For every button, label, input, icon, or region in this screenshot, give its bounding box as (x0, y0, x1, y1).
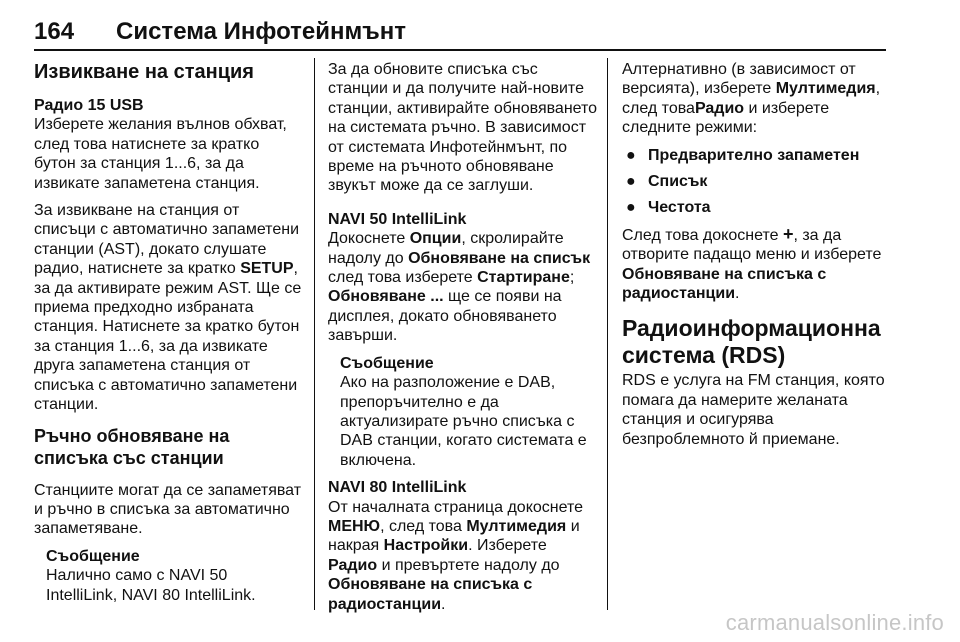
column-divider-1 (314, 58, 315, 610)
subheading-navi50: NAVI 50 IntelliLink (328, 210, 467, 228)
column-3 (622, 60, 892, 457)
paragraph: Алтернативно (в зависимост от версията), изберете Мултимедия, след товаРадио и изберете следните режими: (622, 61, 881, 137)
paragraph: Станциите могат да се запаметяват и ръчно в списъка за автоматично запаметяване. (34, 481, 302, 538)
list-item: ● Честота (626, 199, 711, 217)
paragraph: Докоснете Опции, скролирайте надолу до Обновяване на списък след това изберете Стартиране; Обновяване ... ще се появи на дисплея, докато обновяването завърши. (328, 230, 591, 345)
bullet-icon: ● (626, 173, 636, 191)
bullet-icon: ● (626, 146, 636, 164)
header-divider (34, 49, 886, 51)
column-2 (328, 60, 600, 622)
bullet-icon: ● (626, 199, 636, 217)
mode-list (622, 146, 892, 218)
paragraph: RDS е услуга на FM станция, която помага да намерите желаната станция и осигурява безпроблемното й приемане. (622, 372, 885, 448)
paragraph: За да обновите списъка със станции и да получите най-новите станции, активирайте обновяването на системата ръчно. В зависимост от системата Инфотейнмънт, по време на ръчното обновяване звукът може да се заглуши. (328, 61, 598, 195)
section-heading-manual-update: Ръчно обновяване на списъка със станции (34, 425, 230, 468)
plus-icon: + (782, 223, 794, 244)
page-header (34, 18, 890, 50)
note-text: Налично само с NAVI 50 IntelliLink, NAVI 80 IntelliLink. (46, 567, 256, 604)
note-block (46, 547, 302, 605)
chapter-title: Система Инфотейнмънт (116, 18, 407, 45)
paragraph: След това докоснете +, за да отворите падащо меню и изберете Обновяване на списъка с радиостанции. (622, 223, 882, 303)
note-title: Съобщение (46, 547, 140, 565)
column-1 (34, 60, 302, 613)
subheading-navi80: NAVI 80 IntelliLink (328, 479, 467, 497)
list-item: ● Предварително запаметен (626, 146, 860, 164)
note-text: Ако на разположение е DAB, препоръчително е да актуализирате ръчно списъка с DAB станции, когато системата е включена. (340, 374, 587, 469)
setup-term: SETUP (240, 260, 294, 278)
paragraph: От началната страница докоснете МЕНЮ, след това Мултимедия и накрая Настройки. Изберете Радио и превъртете надолу до Обновяване на списъка с радиостанции. (328, 498, 584, 613)
section-heading-retrieve: Извикване на станция (34, 61, 254, 83)
section-heading-rds: Радиоинформационна система (RDS) (622, 315, 881, 369)
site-watermark: carmanualsonline.info (725, 610, 944, 635)
page-number: 164 (34, 18, 75, 45)
note-title: Съобщение (340, 354, 434, 372)
column-divider-2 (607, 58, 608, 610)
note-block (340, 354, 600, 470)
paragraph: За извикване на станция от списъци с автоматично запаметени станции (AST), докато слушате радио, натиснете за кратко SETUP, за да активирате режим AST. Ще се приема предходно избраната станция. Натиснете за кратко бутон за станция 1...6, за да извикате друга запаметена станция от списъка с автоматично запаметени станции. (34, 202, 302, 414)
subheading-radio15: Радио 15 USB (34, 97, 144, 114)
list-item: ● Списък (626, 173, 708, 191)
paragraph: Изберете желания вълнов обхват, след това натиснете за кратко бутон за станция 1...6, за да извикате запаметена станция. (34, 116, 287, 192)
